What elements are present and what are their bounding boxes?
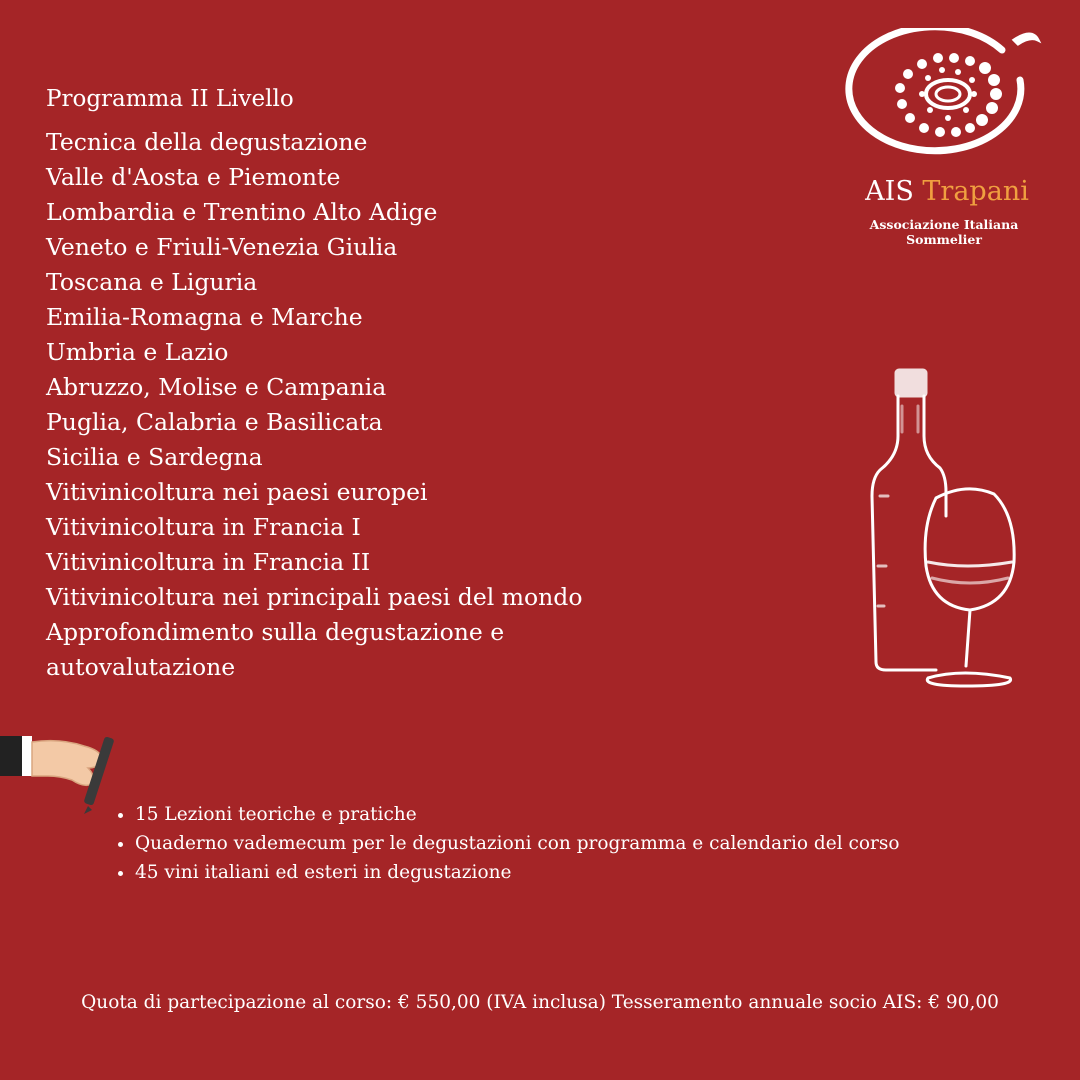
lesson-item: Lombardia e Trentino Alto Adige bbox=[46, 198, 438, 226]
wine-bottle-glass-icon bbox=[866, 366, 1022, 696]
program-heading: Programma II Livello bbox=[46, 86, 294, 112]
lesson-item: Emilia-Romagna e Marche bbox=[46, 303, 363, 331]
lesson-item: Puglia, Calabria e Basilicata bbox=[46, 408, 383, 436]
lesson-item: Tecnica della degustazione bbox=[46, 128, 368, 156]
lesson-item: Vitivinicoltura nei principali paesi del mondo bbox=[46, 583, 583, 611]
lesson-item: Umbria e Lazio bbox=[46, 338, 229, 366]
brand-name-trapani: Trapani bbox=[922, 176, 1029, 207]
brand-subtitle: Associazione Italiana Sommelier bbox=[869, 217, 1019, 247]
lesson-item: autovalutazione bbox=[46, 653, 236, 681]
lesson-item: Vitivinicoltura in Francia I bbox=[46, 513, 361, 541]
lesson-item: Approfondimento sulla degustazione e bbox=[46, 618, 505, 646]
feature-item: • 45 vini italiani ed esteri in degustazione bbox=[135, 858, 899, 887]
brand-name-ais: AIS bbox=[865, 176, 914, 207]
lesson-item: Abruzzo, Molise e Campania bbox=[46, 373, 387, 401]
lesson-item: Toscana e Liguria bbox=[46, 268, 258, 296]
hand-pen-icon bbox=[0, 728, 120, 818]
lesson-item: Valle d'Aosta e Piemonte bbox=[46, 163, 341, 191]
lesson-item: Vitivinicoltura in Francia II bbox=[46, 548, 371, 576]
brand-name bbox=[842, 176, 1052, 207]
lesson-list bbox=[46, 125, 582, 685]
lesson-item: Sicilia e Sardegna bbox=[46, 443, 263, 471]
feature-list bbox=[113, 800, 899, 887]
feature-item: • Quaderno vademecum per le degustazioni con programma e calendario del corso bbox=[135, 829, 899, 858]
lesson-item: Veneto e Friuli-Venezia Giulia bbox=[46, 233, 398, 261]
feature-item: • 15 Lezioni teoriche e pratiche bbox=[135, 800, 899, 829]
lesson-item: Vitivinicoltura nei paesi europei bbox=[46, 478, 428, 506]
fees-footer: Quota di partecipazione al corso: € 550,00 (IVA inclusa) Tesseramento annuale socio AIS: € 90,00 bbox=[81, 992, 999, 1013]
